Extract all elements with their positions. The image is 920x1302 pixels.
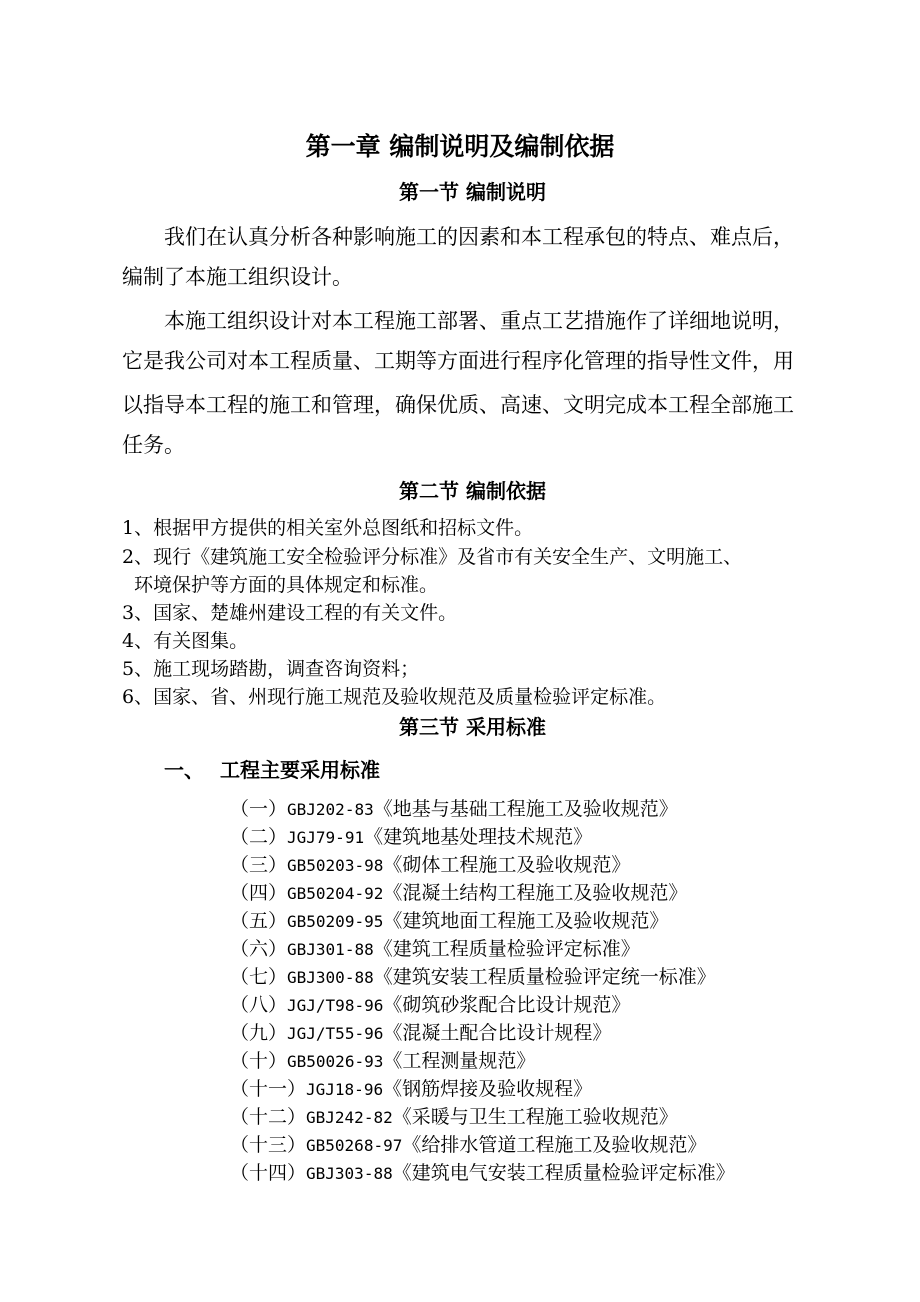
standard-item xyxy=(230,912,668,931)
section1-paragraph-line: 任务。 xyxy=(122,433,185,457)
standard-code: GBJ303-88 xyxy=(306,1164,393,1183)
standard-code: GB50268-97 xyxy=(306,1136,403,1155)
standard-item xyxy=(230,940,640,959)
standard-prefix: （八） xyxy=(230,994,288,1016)
standard-item xyxy=(230,996,630,1015)
standard-prefix: （五） xyxy=(230,910,288,932)
standard-name: 《工程测量规范》 xyxy=(383,1050,536,1072)
standard-name: 《钢筋焊接及验收规程》 xyxy=(383,1078,593,1100)
standard-prefix: （十三） xyxy=(230,1134,307,1156)
standard-code: GB50026-93 xyxy=(287,1052,384,1071)
standard-code: JGJ/T55-96 xyxy=(287,1024,384,1043)
standard-item xyxy=(230,800,678,819)
standard-name: 《混凝土结构工程施工及验收规范》 xyxy=(383,882,688,904)
standard-prefix: （一） xyxy=(230,798,288,820)
standard-prefix: （十一） xyxy=(230,1078,307,1100)
subheading-text: 工程主要采用标准 xyxy=(220,758,380,782)
section1-paragraph-line: 我们在认真分析各种影响施工的因素和本工程承包的特点、难点后， xyxy=(164,225,794,249)
standard-prefix: （十二） xyxy=(230,1106,307,1128)
standard-name: 《建筑电气安装工程质量检验评定标准》 xyxy=(392,1162,735,1184)
standard-name: 《地基与基础工程施工及验收规范》 xyxy=(373,798,678,820)
standard-code: GB50204-92 xyxy=(287,884,384,903)
standard-item xyxy=(230,1108,678,1127)
standard-name: 《建筑工程质量检验评定标准》 xyxy=(373,938,640,960)
standard-code: JGJ/T98-96 xyxy=(287,996,384,1015)
standard-item xyxy=(230,1164,735,1183)
standard-prefix: （九） xyxy=(230,1022,288,1044)
standard-code: GBJ202-83 xyxy=(287,800,374,819)
basis-item: 1、根据甲方提供的相关室外总图纸和招标文件。 xyxy=(122,517,534,539)
section1-paragraph-line: 它是我公司对本工程质量、工期等方面进行程序化管理的指导性文件，用 xyxy=(122,349,794,373)
standard-code: GBJ242-82 xyxy=(306,1108,393,1127)
standard-prefix: （七） xyxy=(230,966,288,988)
standard-item xyxy=(230,1052,535,1071)
standard-item xyxy=(230,1024,611,1043)
standard-code: GBJ301-88 xyxy=(287,940,374,959)
standard-prefix: （六） xyxy=(230,938,288,960)
basis-item: 6、国家、省、州现行施工规范及验收规范及质量检验评定标准。 xyxy=(122,686,667,708)
standard-code: JGJ18-96 xyxy=(306,1080,384,1099)
basis-item: 2、现行《建筑施工安全检验评分标准》及省市有关安全生产、文明施工、 xyxy=(122,546,743,568)
standard-prefix: （十） xyxy=(230,1050,288,1072)
section1-title: 第一节 编制说明 xyxy=(399,180,546,204)
standard-item xyxy=(230,884,687,903)
basis-item: 4、有关图集。 xyxy=(122,630,249,652)
section1-paragraph-line: 以指导本工程的施工和管理，确保优质、高速、文明完成本工程全部施工 xyxy=(122,393,794,417)
standard-code: GB50203-98 xyxy=(287,856,384,875)
section2-title: 第二节 编制依据 xyxy=(399,479,546,503)
subheading-number: 一、 xyxy=(164,758,204,782)
standard-name: 《砌筑砂浆配合比设计规范》 xyxy=(383,994,631,1016)
standard-prefix: （十四） xyxy=(230,1162,307,1184)
standard-name: 《采暖与卫生工程施工验收规范》 xyxy=(392,1106,678,1128)
standard-code: GB50209-95 xyxy=(287,912,384,931)
standard-item xyxy=(230,856,630,875)
standard-name: 《建筑地基处理技术规范》 xyxy=(364,826,593,848)
section3-subheading xyxy=(164,760,380,780)
standard-name: 《建筑地面工程施工及验收规范》 xyxy=(383,910,669,932)
standard-item xyxy=(230,968,716,987)
standard-name: 《砌体工程施工及验收规范》 xyxy=(383,854,631,876)
standard-item xyxy=(230,1080,592,1099)
chapter-title: 第一章 编制说明及编制依据 xyxy=(305,132,615,161)
basis-item: 3、国家、楚雄州建设工程的有关文件。 xyxy=(122,602,458,624)
standard-prefix: （三） xyxy=(230,854,288,876)
standard-name: 《给排水管道工程施工及验收规范》 xyxy=(402,1134,707,1156)
basis-item: 5、施工现场踏勘，调查咨询资料； xyxy=(122,658,420,680)
section3-title: 第三节 采用标准 xyxy=(399,715,546,739)
standard-name: 《混凝土配合比设计规程》 xyxy=(383,1022,612,1044)
standard-name: 《建筑安装工程质量检验评定统一标准》 xyxy=(373,966,716,988)
standard-code: JGJ79-91 xyxy=(287,828,365,847)
section1-paragraph-line: 本施工组织设计对本工程施工部署、重点工艺措施作了详细地说明， xyxy=(164,309,794,333)
basis-item-continuation: 环境保护等方面的具体规定和标准。 xyxy=(134,574,439,596)
section1-paragraph-line: 编制了本施工组织设计。 xyxy=(122,265,353,289)
standard-item xyxy=(230,828,592,847)
standard-prefix: （四） xyxy=(230,882,288,904)
standard-item xyxy=(230,1136,706,1155)
standard-code: GBJ300-88 xyxy=(287,968,374,987)
standard-prefix: （二） xyxy=(230,826,288,848)
